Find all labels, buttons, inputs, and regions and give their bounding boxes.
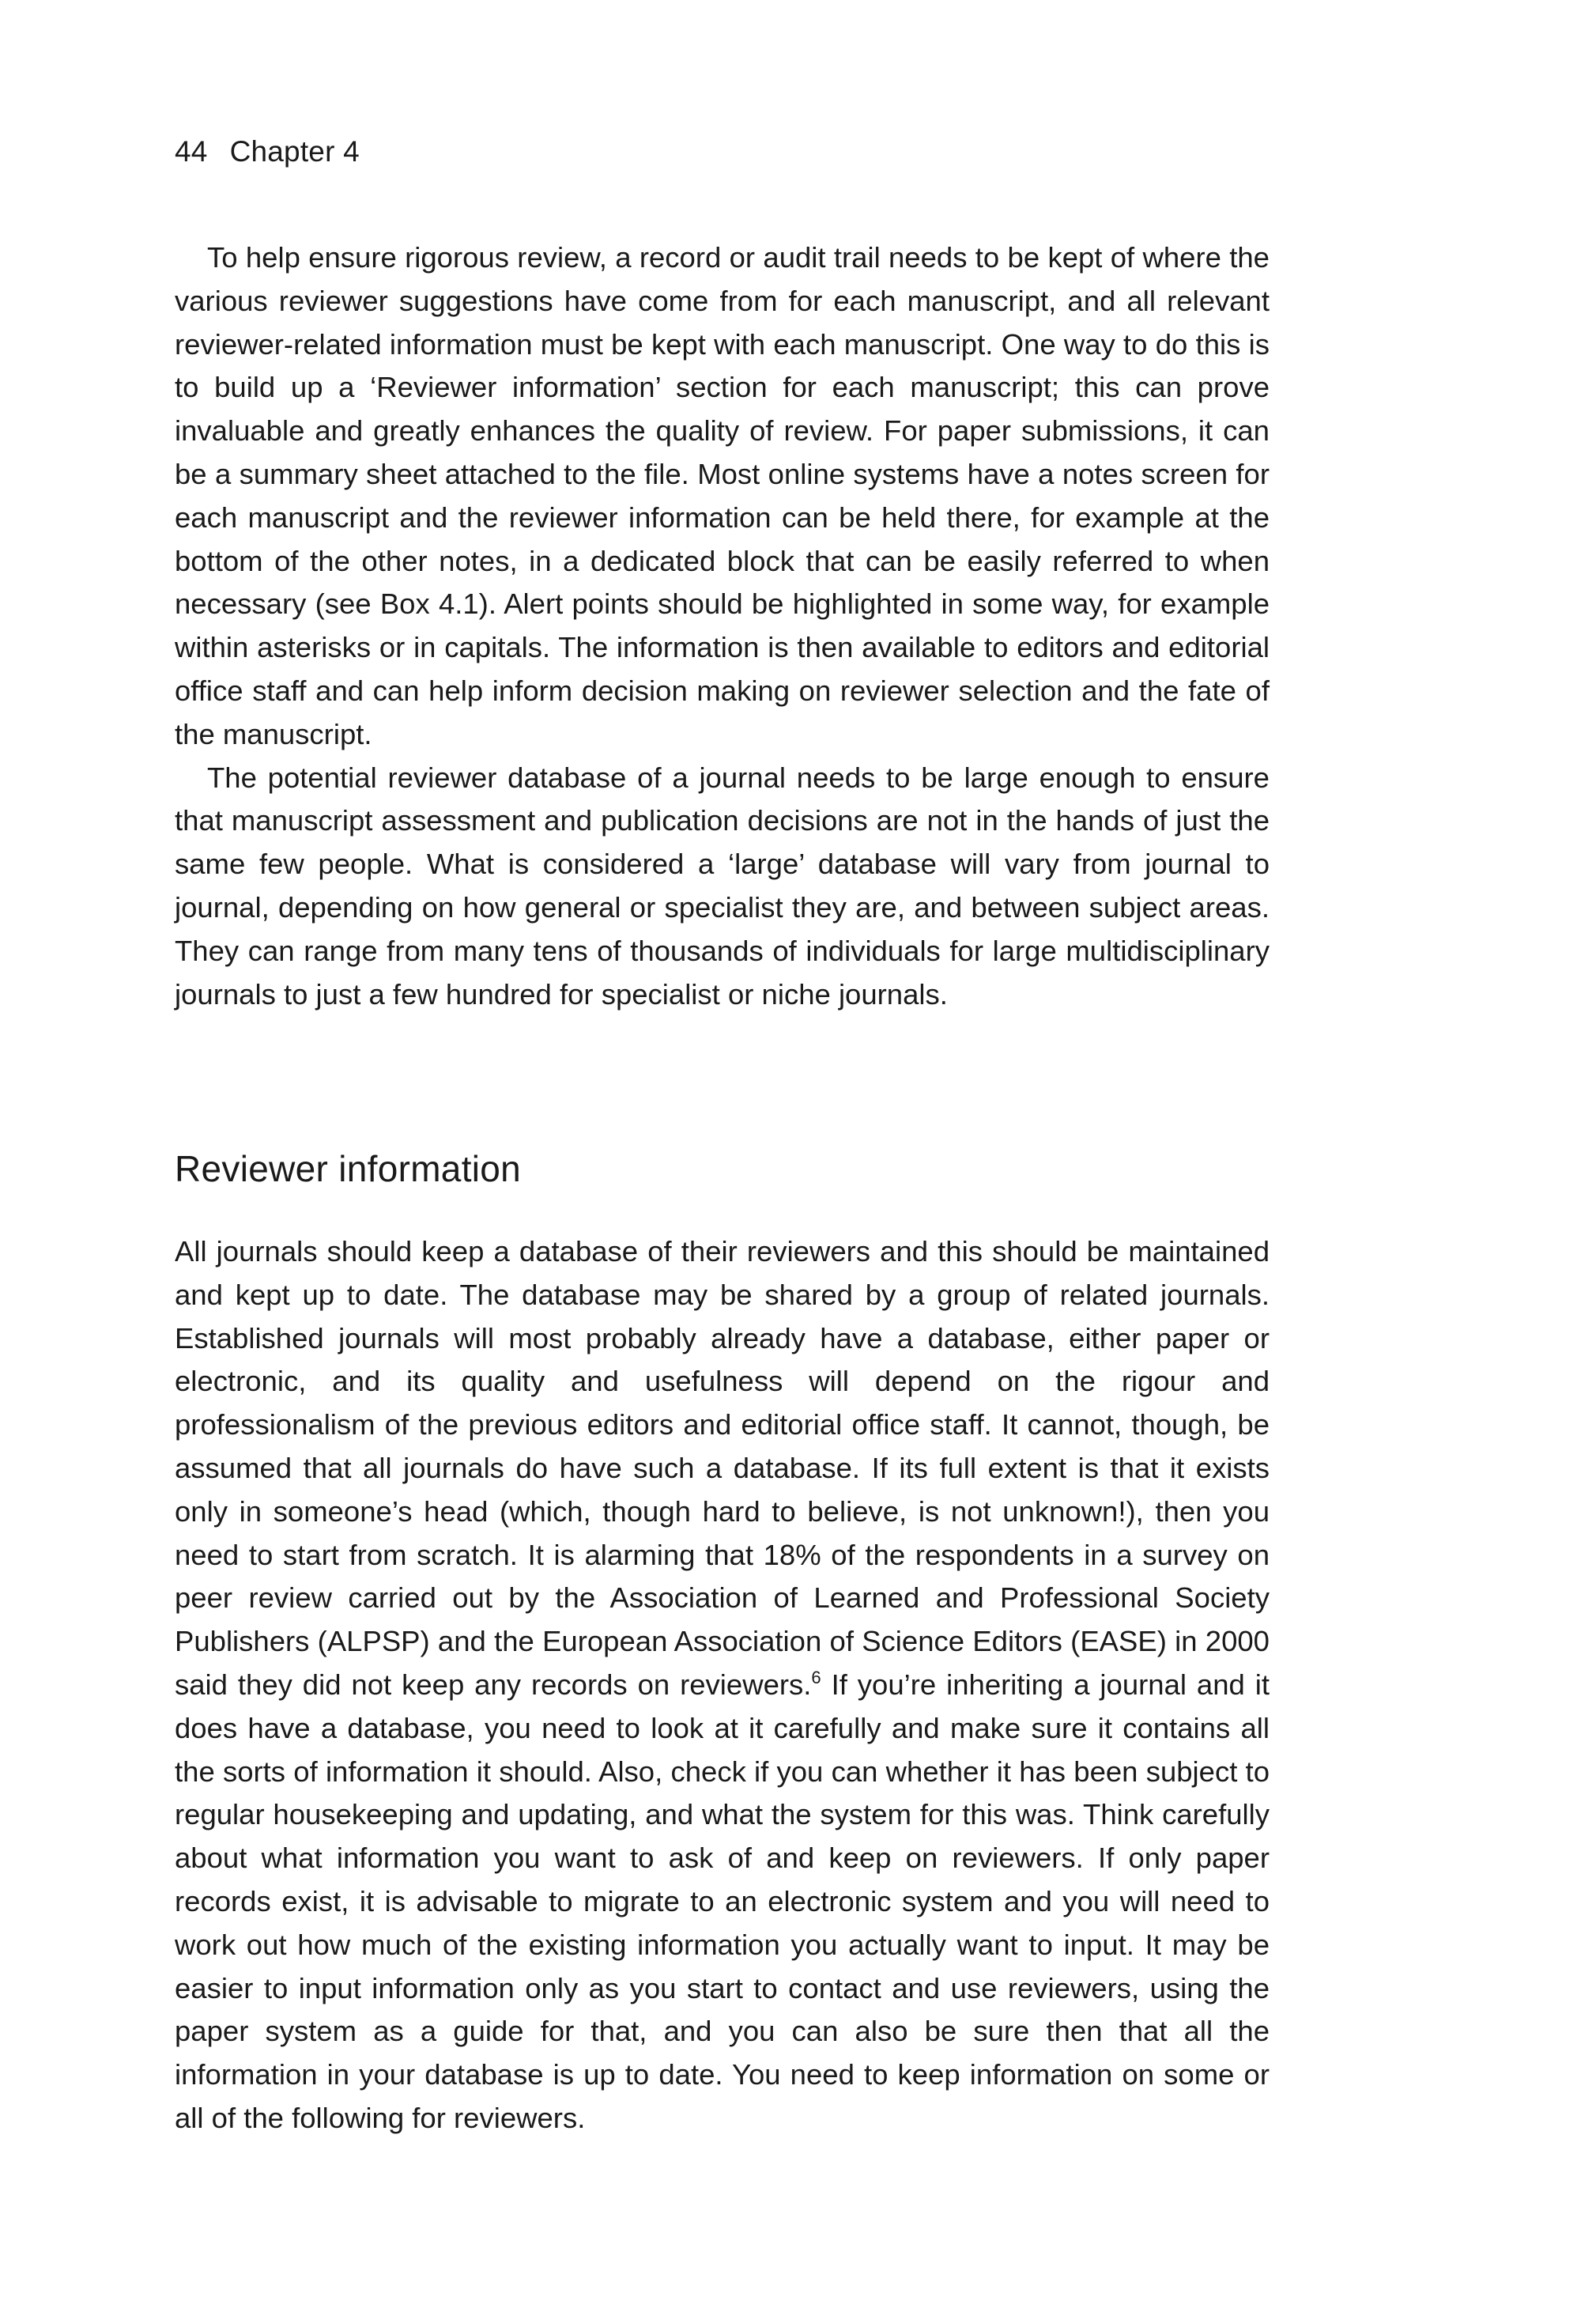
intro-text-block xyxy=(175,236,1270,1016)
section-text-block xyxy=(175,1230,1270,2140)
body-paragraph-reviewer-database-size: The potential reviewer database of a journal needs to be large enough to ensure that manuscript assessment and publication decisions are not in the hands of just the same few people. What is considered a ‘large’ database will vary from journal to journal, depending on how general or specialist they are, and between subject areas. They can range from many tens of thousands of individuals for large multidisciplinary journals to just a few hundred for specialist or niche journals. xyxy=(175,761,1270,1011)
body-paragraph-audit-trail: To help ensure rigorous review, a record or audit trail needs to be kept of where the various reviewer suggestions have come from for each manuscript, and all relevant reviewer-related information must be kept with each manuscript. One way to do this is to build up a ‘Reviewer information’ section for each manuscript; this can prove invaluable and greatly enhances the quality of review. For paper submissions, it can be a summary sheet attached to the file. Most online systems have a notes screen for each manuscript and the reviewer information can be held there, for example at the bottom of the other notes, in a dedicated block that can be easily referred to when necessary (see Box 4.1). Alert points should be highlighted in some way, for example within asterisks or in capitals. The information is then available to editors and editorial office staff and can help inform decision making on reviewer selection and the fate of the manuscript. xyxy=(175,241,1270,750)
paragraph-text-part2: If you’re inheriting a journal and it does have a database, you need to look at it carefully and make sure it contains all the sorts of information it should. Also, check if you can whether it has been subject to regular housekeeping and updating, and what the system for this was. Think carefully about what information you want to ask of and keep on reviewers. If only paper records exist, it is advisable to migrate to an electronic system and you will need to work out how much of the existing information you actually want to input. It may be easier to input information only as you start to contact and use reviewers, using the paper system as a guide for that, and you can also be sure then that all the information in your database is up to date. You need to keep information on some or all of the following for reviewers. xyxy=(175,1668,1270,2134)
footnote-reference: 6 xyxy=(811,1667,821,1687)
body-paragraph-reviewer-information xyxy=(175,1230,1270,2140)
chapter-label: Chapter 4 xyxy=(229,135,360,168)
running-head xyxy=(175,133,360,171)
section-heading: Reviewer information xyxy=(175,1148,522,1189)
paragraph-text-part1: All journals should keep a database of their reviewers and this should be maintained and kept up to date. The database may be shared by a group of related journals. Established journals will most probably already have a database, either paper or electronic, and its quality and usefulness will depend on the rigour and professionalism of the previous editors and editorial office staff. It cannot, though, be assumed that all journals do have such a database. If its full extent is that it exists only in someone’s head (which, though hard to believe, is not unknown!), then you need to start from scratch. It is alarming that 18% of the respondents in a survey on peer review carried out by the Association of Learned and Professional Society Publishers (ALPSP) and the European Association of Science Editors (EASE) in 2000 said they did not keep any records on reviewers. xyxy=(175,1235,1270,1701)
page-number: 44 xyxy=(175,135,208,168)
